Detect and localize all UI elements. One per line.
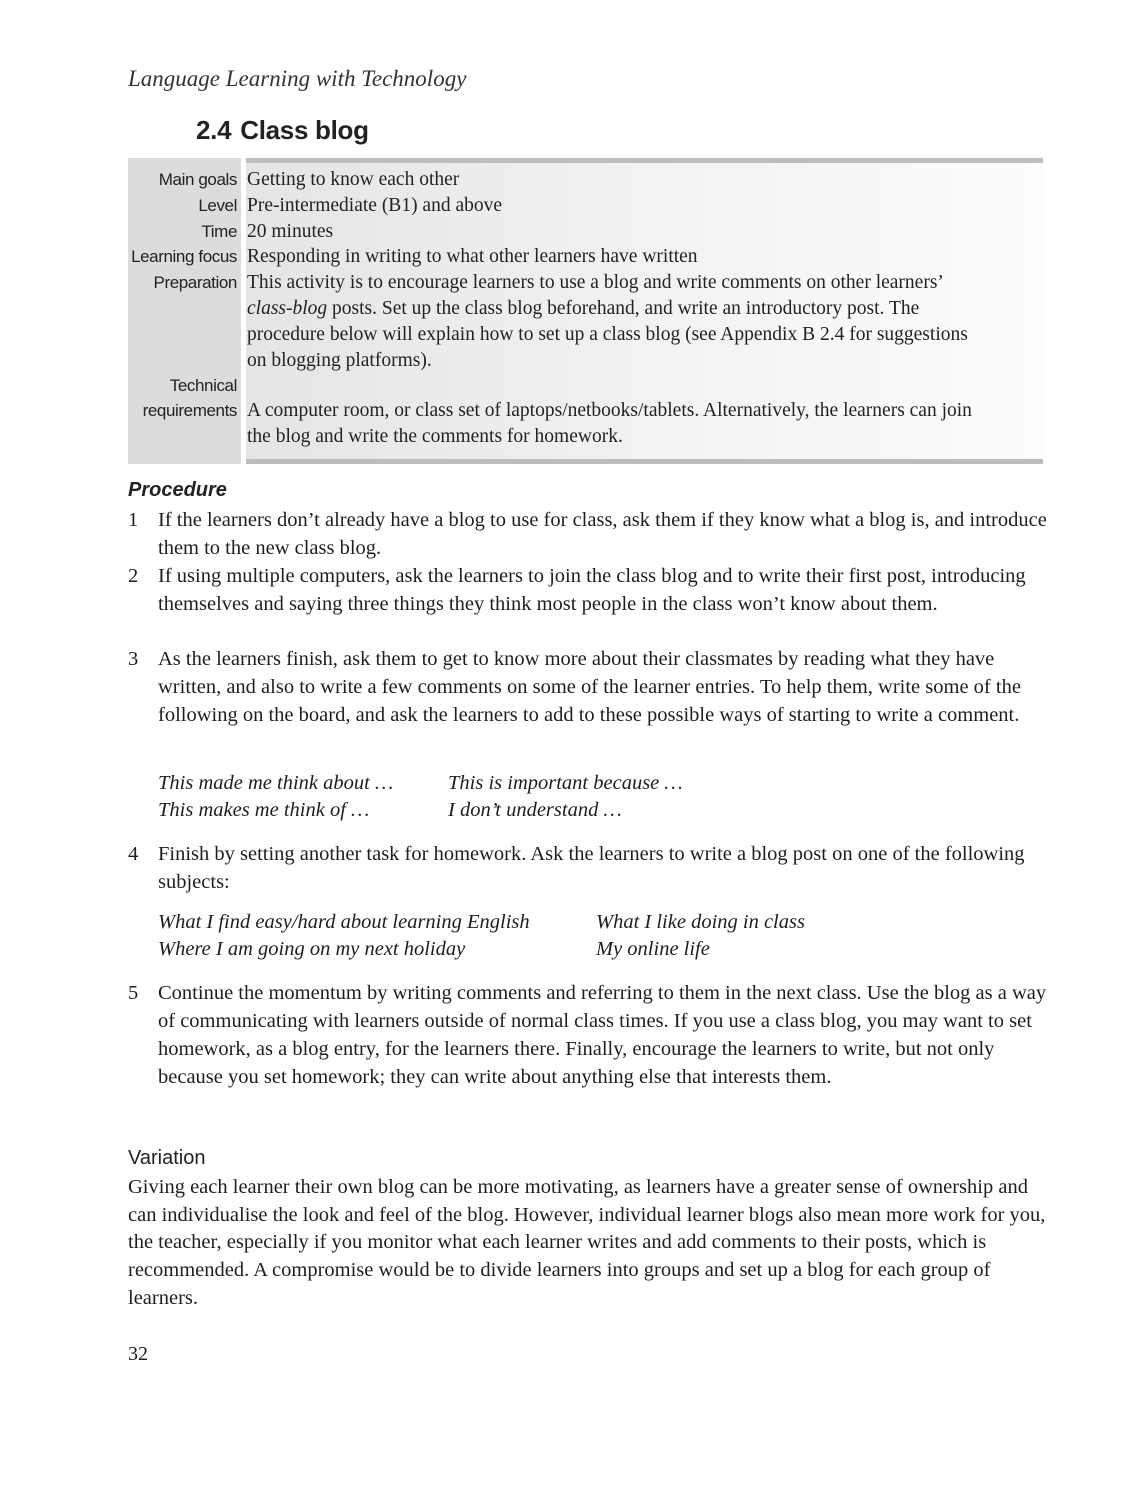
preparation-line — [247, 296, 1043, 322]
technical-line: the blog and write the comments for homework. — [247, 426, 623, 447]
running-header: Language Learning with Technology — [128, 66, 467, 91]
preparation-emphasis: class-blog — [247, 298, 328, 319]
blog-subject: What I find easy/hard about learning English — [158, 911, 530, 933]
section-title-text: Class blog — [240, 115, 369, 145]
step-text: Continue the momentum by writing comments and referring to them in the next class. Use the blog as a way of communicating with learners outside of normal class times. If you use a class blog, you may want to set homework, as a blog entry, for the learners there. Finally, encourage the learners to write, but not only because you set homework; they can write about anything else that interests them. — [158, 982, 1047, 1088]
step-text: Finish by setting another task for homework. Ask the learners to write a blog post on one of the following subjects: — [158, 843, 1025, 893]
step-number: 1 — [128, 509, 139, 531]
comment-starter: This made me think about … — [158, 772, 394, 794]
learning-focus-value: Responding in writing to what other learners have written — [247, 246, 698, 267]
activity-info-box — [128, 158, 1043, 464]
step-number: 5 — [128, 982, 139, 1004]
section-title — [196, 115, 369, 146]
step-text: As the learners finish, ask them to get to know more about their classmates by reading what they have written, and also to write a few comments on some of the learner entries. To help them, write some of the following on the board, and ask the learners to add to these possible ways of starting to write a comment. — [158, 648, 1021, 726]
time-value: 20 minutes — [247, 221, 334, 242]
technical-line: A computer room, or class set of laptops/netbooks/tablets. Alternatively, the learners can join — [247, 400, 972, 421]
step-number: 2 — [128, 565, 139, 587]
preparation-line: on blogging platforms). — [247, 350, 432, 371]
preparation-line: procedure below will explain how to set up a class blog (see Appendix B 2.4 for suggestions — [247, 324, 968, 345]
comment-starter: This makes me think of … — [158, 799, 370, 821]
preparation-value — [247, 270, 1043, 374]
main-goals-label: Main goals — [158, 170, 237, 189]
technical-requirements-value — [247, 398, 1043, 450]
preparation-line: This activity is to encourage learners to use a blog and write comments on other learners’ — [247, 272, 944, 293]
variation-text: Giving each learner their own blog can be more motivating, as learners have a greater sense of ownership and can individualise the look and feel of the blog. However, individual learner blogs also mean more work for you, the teacher, especially if you monitor what each learner writes and add comments to their posts, which is recommended. A compromise would be to divide learners into groups and set up a blog for each group of learners. — [128, 1176, 1046, 1309]
procedure-heading: Procedure — [128, 479, 227, 501]
comment-starter: I don’t understand … — [448, 799, 622, 821]
learning-focus-label: Learning focus — [131, 247, 237, 266]
blog-subject: My online life — [596, 938, 710, 960]
step-number: 4 — [128, 843, 139, 865]
blog-subject: Where I am going on my next holiday — [158, 938, 466, 960]
variation-heading: Variation — [128, 1147, 206, 1169]
step-number: 3 — [128, 648, 139, 670]
section-number: 2.4 — [196, 115, 232, 145]
preparation-label: Preparation — [153, 273, 237, 292]
step-text: If the learners don’t already have a blog to use for class, ask them if they know what a blog is, and introduce them to the new class blog. — [158, 509, 1047, 559]
step-text: If using multiple computers, ask the learners to join the class blog and to write their first post, introducing themselves and saying three things they think most people in the class won’t know about them. — [158, 565, 1026, 615]
technical-label-line-1: Technical — [169, 376, 237, 395]
page-number: 32 — [128, 1343, 148, 1365]
level-label: Level — [198, 196, 237, 215]
blog-subject: What I like doing in class — [596, 911, 805, 933]
preparation-text: posts. Set up the class blog beforehand, and write an introductory post. The — [327, 298, 920, 319]
main-goals-value: Getting to know each other — [247, 169, 460, 190]
time-label: Time — [201, 222, 237, 241]
comment-starter: This is important because … — [448, 772, 683, 794]
technical-label-line-2: requirements — [142, 401, 237, 420]
level-value: Pre-intermediate (B1) and above — [247, 195, 503, 216]
